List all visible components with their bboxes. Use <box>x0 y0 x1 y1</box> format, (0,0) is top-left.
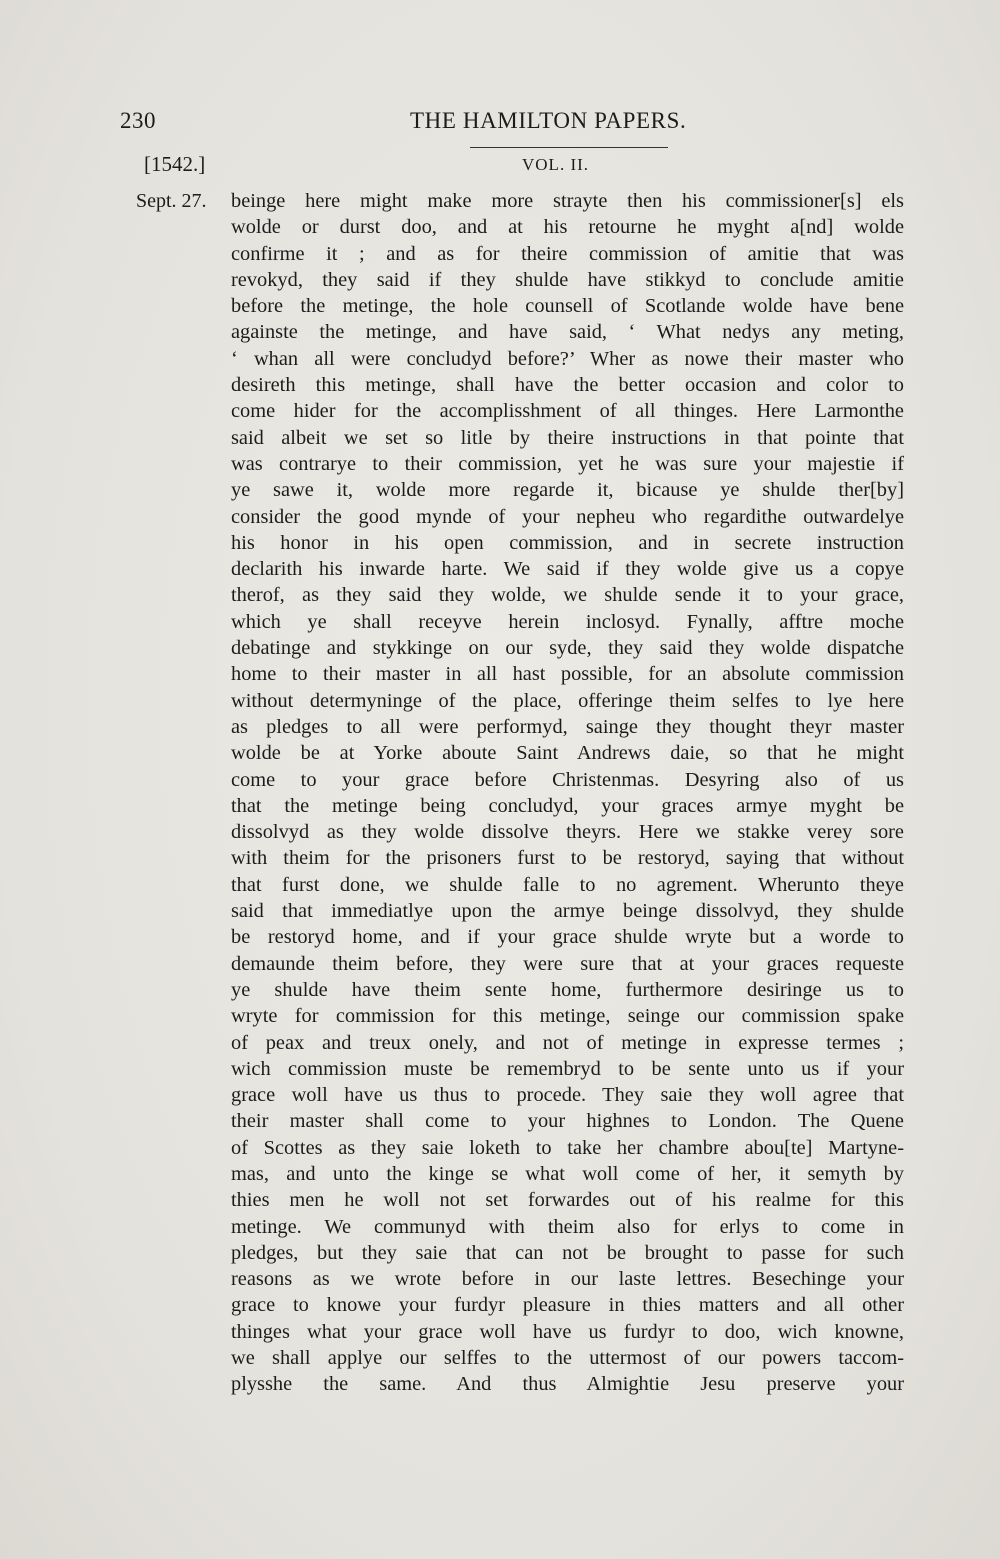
text-line-content: before the metinge, the hole counsell of Scotlande wolde have bene <box>231 295 904 318</box>
text-line-content: ye sawe it, wolde more regarde it, bicause ye shulde ther[by] <box>231 479 904 502</box>
text-line-content: wolde or durst doo, and at his retourne he myght a[nd] wolde <box>231 216 904 239</box>
text-line <box>231 688 904 714</box>
text-line-content: home to their master in all hast possible, for an absolute commission <box>231 663 904 686</box>
text-line <box>231 1082 904 1108</box>
text-line <box>231 1108 904 1134</box>
text-line <box>231 214 904 240</box>
text-line <box>231 1319 904 1345</box>
running-head: THE HAMILTON PAPERS. <box>410 108 687 133</box>
text-line-content: demaunde theim before, they were sure that at your graces requeste <box>231 952 904 975</box>
text-line <box>231 635 904 661</box>
text-line-content: that the metinge being concludyd, your graces armye myght be <box>231 794 904 817</box>
text-line-content: we shall applye our selffes to the uttermost of our powers taccom- <box>231 1347 904 1370</box>
text-line-content: come to your grace before Christenmas. Desyring also of us <box>231 768 904 791</box>
text-line-content: wryte for commission for this metinge, seinge our commission spake <box>231 1005 904 1028</box>
text-line-content: with theim for the prisoners furst to be restoryd, saying that without <box>231 847 904 870</box>
text-line-content: dissolvyd as they wolde dissolve theyrs. Here we stakke verey sore <box>231 821 904 844</box>
text-line-content: without determyninge of the place, offeringe theim selfes to lye here <box>231 689 904 712</box>
text-line <box>231 319 904 345</box>
text-line <box>231 1214 904 1240</box>
text-line <box>231 530 904 556</box>
text-line <box>231 872 904 898</box>
text-line-content: declarith his inwarde harte. We said if they wolde give us a copye <box>231 558 904 581</box>
text-line-content: beinge here might make more strayte then his commissioner[s] els <box>231 190 904 212</box>
text-line-content: of Scottes as they saie loketh to take her chambre abou[te] Martyne- <box>231 1136 904 1159</box>
text-line <box>231 1292 904 1318</box>
margin-date: Sept. 27. <box>136 190 207 212</box>
text-line <box>231 293 904 319</box>
text-line <box>231 188 904 214</box>
text-line <box>231 425 904 451</box>
header-rule <box>470 147 668 148</box>
volume-label: VOL. II. <box>522 155 590 174</box>
text-line-content: mas, and unto the kinge se what woll come of her, it semyth by <box>231 1162 904 1185</box>
year-label: [1542.] <box>144 152 206 176</box>
body-text <box>231 188 904 1398</box>
text-line-content: wolde be at Yorke aboute Saint Andrews daie, so that he might <box>231 742 904 765</box>
text-line <box>231 819 904 845</box>
text-line-content: wich commission muste be remembryd to be sente unto us if your <box>231 1057 904 1080</box>
text-line-content: which ye shall receyve herein inclosyd. Fynally, afftre moche <box>231 610 904 633</box>
text-line-content: againste the metinge, and have said, ‘ What nedys any meting, <box>231 321 904 344</box>
text-line-content: consider the good mynde of your nepheu who regardithe outwardelye <box>231 505 904 528</box>
text-line <box>231 556 904 582</box>
text-line-content: therof, as they said they wolde, we shulde sende it to your grace, <box>231 584 904 607</box>
text-line <box>231 372 904 398</box>
text-line-content: confirme it ; and as for theire commission of amitie that was <box>231 242 904 265</box>
text-line <box>231 1003 904 1029</box>
text-line-content: that furst done, we shulde falle to no agrement. Wherunto theye <box>231 873 904 896</box>
text-line-content: thinges what your grace woll have us furdyr to doo, wich knowne, <box>231 1320 904 1343</box>
text-line <box>231 1240 904 1266</box>
text-line-content: metinge. We communyd with theim also for erlys to come in <box>231 1215 904 1238</box>
text-line-content: was contrarye to their commission, yet he was sure your majestie if <box>231 452 904 475</box>
text-line <box>231 1135 904 1161</box>
text-line-content: as pledges to all were performyd, sainge they thought theyr master <box>231 715 904 738</box>
text-line <box>231 977 904 1003</box>
text-line-content: come hider for the accomplisshment of all thinges. Here Larmonthe <box>231 400 904 423</box>
text-line-content: his honor in his open commission, and in secrete instruction <box>231 531 904 554</box>
text-line-content: debatinge and stykkinge on our syde, they said they wolde dispatche <box>231 637 904 660</box>
text-line-content: ‘ whan all were concludyd before?’ Wher as nowe their master who <box>231 347 904 370</box>
text-line-content: thies men he woll not set forwardes out of his realme for this <box>231 1189 904 1212</box>
text-line <box>231 1345 904 1371</box>
text-line <box>231 582 904 608</box>
text-line <box>231 898 904 924</box>
text-line-content: reasons as we wrote before in our laste lettres. Besechinge your <box>231 1268 904 1291</box>
text-line <box>231 924 904 950</box>
text-line-content: their master shall come to your highnes to London. The Quene <box>231 1110 904 1133</box>
text-line-content: ye shulde have theim sente home, furthermore desiringe us to <box>231 978 904 1001</box>
text-line <box>231 398 904 424</box>
text-line-content: be restoryd home, and if your grace shulde wryte but a worde to <box>231 926 904 949</box>
text-line-content: revokyd, they said if they shulde have stikkyd to conclude amitie <box>231 268 904 291</box>
text-line <box>231 845 904 871</box>
text-line-content: said that immediatlye upon the armye beinge dissolvyd, they shulde <box>231 900 904 923</box>
text-line-content: grace woll have us thus to procede. They saie they woll agree that <box>231 1084 904 1107</box>
text-line-content: said albeit we set so litle by theire instructions in that pointe that <box>231 426 904 449</box>
text-line <box>231 1266 904 1292</box>
text-line <box>231 1187 904 1213</box>
text-line <box>231 1371 904 1397</box>
text-line <box>231 267 904 293</box>
text-line-content: pledges, but they saie that can not be brought to passe for such <box>231 1241 904 1264</box>
text-line <box>231 451 904 477</box>
text-line <box>231 1030 904 1056</box>
text-line <box>231 1056 904 1082</box>
text-line <box>231 661 904 687</box>
text-line <box>231 714 904 740</box>
text-line <box>231 609 904 635</box>
text-line <box>231 793 904 819</box>
text-line <box>231 346 904 372</box>
text-line <box>231 951 904 977</box>
text-line <box>231 477 904 503</box>
text-line-content: grace to knowe your furdyr pleasure in thies matters and all other <box>231 1294 904 1317</box>
text-line <box>231 1161 904 1187</box>
text-line <box>231 504 904 530</box>
text-line <box>231 241 904 267</box>
text-line <box>231 740 904 766</box>
text-line <box>231 767 904 793</box>
text-line-content: desireth this metinge, shall have the better occasion and color to <box>231 374 904 397</box>
page-number: 230 <box>120 108 156 133</box>
text-line-content: plysshe the same. And thus Almightie Jesu preserve your <box>231 1373 904 1396</box>
text-line-content: of peax and treux onely, and not of metinge in expresse termes ; <box>231 1031 904 1054</box>
